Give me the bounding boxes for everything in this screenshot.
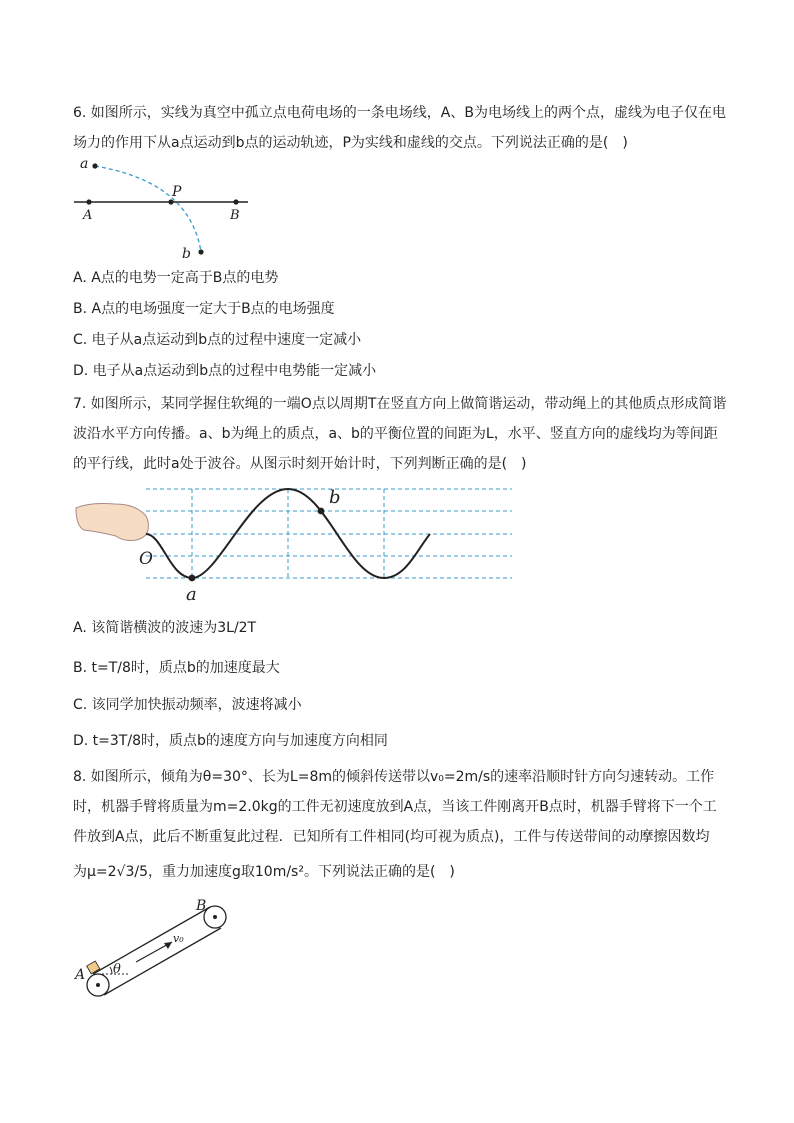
q6-point-P [168,199,173,204]
q7-point-b [318,508,325,515]
q7-label-O: O [139,549,153,569]
q7-label-a: a [186,584,197,605]
q6-label-b: b [182,246,191,262]
q6-label-P: P [172,184,182,200]
q8-label-v0: v₀ [173,932,184,945]
q8-label-A: A [75,967,86,983]
q6-point-a [92,163,97,168]
q7-stem-line3: 的平行线，此时a处于波谷。从图示时刻开始计时，下列判断正确的是( ) [73,456,527,472]
q8-roller-A-center [96,983,100,987]
q8-stem-line4: 为μ=2√3/5，重力加速度g取10m/s²。下列说法正确的是( ) [73,864,455,880]
q8-figure [70,895,240,1005]
q8-stem-line3: 件放到A点，此后不断重复此过程．已知所有工件相同(均可视为质点)，工件与传送带间的动摩擦因数均 [73,829,710,845]
q6-point-b [198,249,203,254]
q6-label-A: A [83,208,93,223]
q6-point-A [86,199,91,204]
q6-trajectory [95,166,201,252]
q8-roller-B-center [213,915,217,919]
q6-option-b: B. A点的电场强度一定大于B点的电场强度 [73,301,335,317]
q6-label-a: a [80,156,89,172]
q6-option-a: A. A点的电势一定高于B点的电势 [73,270,279,286]
q7-option-b: B. t=T/8时，质点b的加速度最大 [73,660,280,676]
q7-option-a: A. 该简谐横波的波速为3L/2T [73,620,257,636]
q7-vertical-grid [192,489,384,578]
q8-stem-line1: 8. 如图所示，倾角为θ=30°、长为L=8m的倾斜传送带以v₀=2m/s的速率沿顺时针方向匀速转动。工作 [73,769,715,785]
q6-label-B: B [230,208,240,223]
q7-figure [70,478,520,606]
q6-figure [70,152,260,264]
hand-icon [76,504,148,541]
q8-belt-top [93,907,210,974]
q7-option-d: D. t=3T/8时，质点b的速度方向与加速度方向相同 [73,733,388,749]
q6-option-c: C. 电子从a点运动到b点的过程中速度一定减小 [73,332,362,348]
q8-label-theta: θ [113,962,121,977]
q7-point-a [189,575,196,582]
q6-point-B [233,199,238,204]
q7-stem-line2: 波沿水平方向传播。a、b为绳上的质点，a、b的平衡位置的间距为L，水平、竖直方向的虚线均为等间距 [73,426,718,442]
q8-label-B: B [196,898,207,914]
q6-stem-line1: 6. 如图所示，实线为真空中孤立点电荷电场的一条电场线，A、B为电场线上的两个点，虚线为电子仅在电 [73,105,726,121]
q6-option-d: D. 电子从a点运动到b点的过程中电势能一定减小 [73,363,377,379]
q7-option-c: C. 该同学加快振动频率，波速将减小 [73,697,302,713]
q7-stem-line1: 7. 如图所示，某同学握住软绳的一端O点以周期T在竖直方向上做简谐运动，带动绳上的其他质点形成简谐 [73,396,727,412]
q6-stem-line2: 场力的作用下从a点运动到b点的运动轨迹，P为实线和虚线的交点。下列说法正确的是( ) [73,135,628,151]
q8-belt-bottom [104,928,221,995]
q8-stem-line2: 时，机器手臂将质量为m=2.0kg的工件无初速度放到A点，当该工件刚离开B点时，机器手臂将下一个工 [73,799,717,815]
q7-label-b: b [329,487,341,508]
